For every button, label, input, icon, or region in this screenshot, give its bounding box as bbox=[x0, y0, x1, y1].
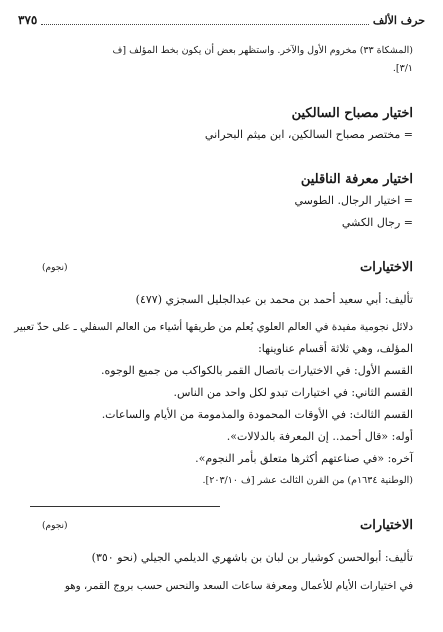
entry2-ref1: = اختيار الرجال. الطوسي bbox=[294, 194, 413, 207]
page-number: ٣٧٥ bbox=[18, 13, 38, 27]
section-divider bbox=[30, 506, 220, 507]
entry3-tag: (نجوم) bbox=[42, 263, 68, 273]
top-note-line1: (المشكاة ٣٣) مخروم الأول والآخر. واستظهر بعض أن يكون بخط المؤلف [ف bbox=[112, 45, 413, 56]
header-dotted-leader bbox=[41, 16, 368, 25]
entry1-ref: = مختصر مصباح السالكين، ابن ميثم البحراني bbox=[204, 128, 413, 141]
entry1-title: اختيار مصباح السالكين bbox=[291, 106, 413, 121]
entry3-start: أوله: «قال أحمد.. إن المعرفة بالدلالات». bbox=[226, 430, 413, 443]
entry3-section3: القسم الثالث: في الأوقات المحمودة والمذمومة من الأيام والساعات. bbox=[101, 408, 413, 421]
entry3-end: آخره: «في صناعتهم أكثرها متعلق بأمر النجوم». bbox=[195, 452, 413, 465]
entry2-title: اختيار معرفة الناقلين bbox=[300, 172, 413, 187]
entry3-section2: القسم الثاني: في اختيارات تبدو لكل واحد من الناس. bbox=[173, 386, 413, 399]
entry3-title: الاختيارات bbox=[360, 260, 413, 275]
entry3-section1: القسم الأول: في الاختيارات باتصال القمر بالكواكب من جميع الوجوه. bbox=[101, 364, 413, 377]
entry4-title: الاختيارات bbox=[360, 518, 413, 533]
top-note bbox=[36, 42, 413, 78]
entry3-desc2: المؤلف، وهي ثلاثة أقسام عناوينها: bbox=[258, 342, 413, 355]
entry4-tag: (نجوم) bbox=[42, 521, 68, 531]
entry4-author: تأليف: أبوالحسن كوشيار بن لبان بن باشهري الديلمي الجيلي (نحو ٣٥٠) bbox=[91, 551, 413, 564]
header-title: حرف الألف bbox=[372, 13, 425, 27]
top-note-line2: ٣/١]. bbox=[392, 63, 413, 74]
entry3-author: تأليف: أبي سعيد أحمد بن محمد بن عبدالجليل السجزي (٤٧٧) bbox=[135, 293, 413, 306]
running-header bbox=[18, 12, 425, 28]
entry4-desc1: في اختيارات الأيام للأعمال ومعرفة ساعات السعد والنحس حسب بروج القمر، وهو bbox=[64, 580, 413, 592]
entry3-desc1: دلائل نجومية مفيدة في العالم العلوي يُعلم من طريقها أشياء من العالم السفلي ـ على حدّ تعبير bbox=[14, 321, 413, 333]
entry2-ref2: = رجال الكشي bbox=[341, 216, 413, 229]
entry3-source: (الوطنية ١٦٣٤م) من القرن الثالث عشر [ف ٢٠٣/١٠]. bbox=[202, 475, 413, 486]
